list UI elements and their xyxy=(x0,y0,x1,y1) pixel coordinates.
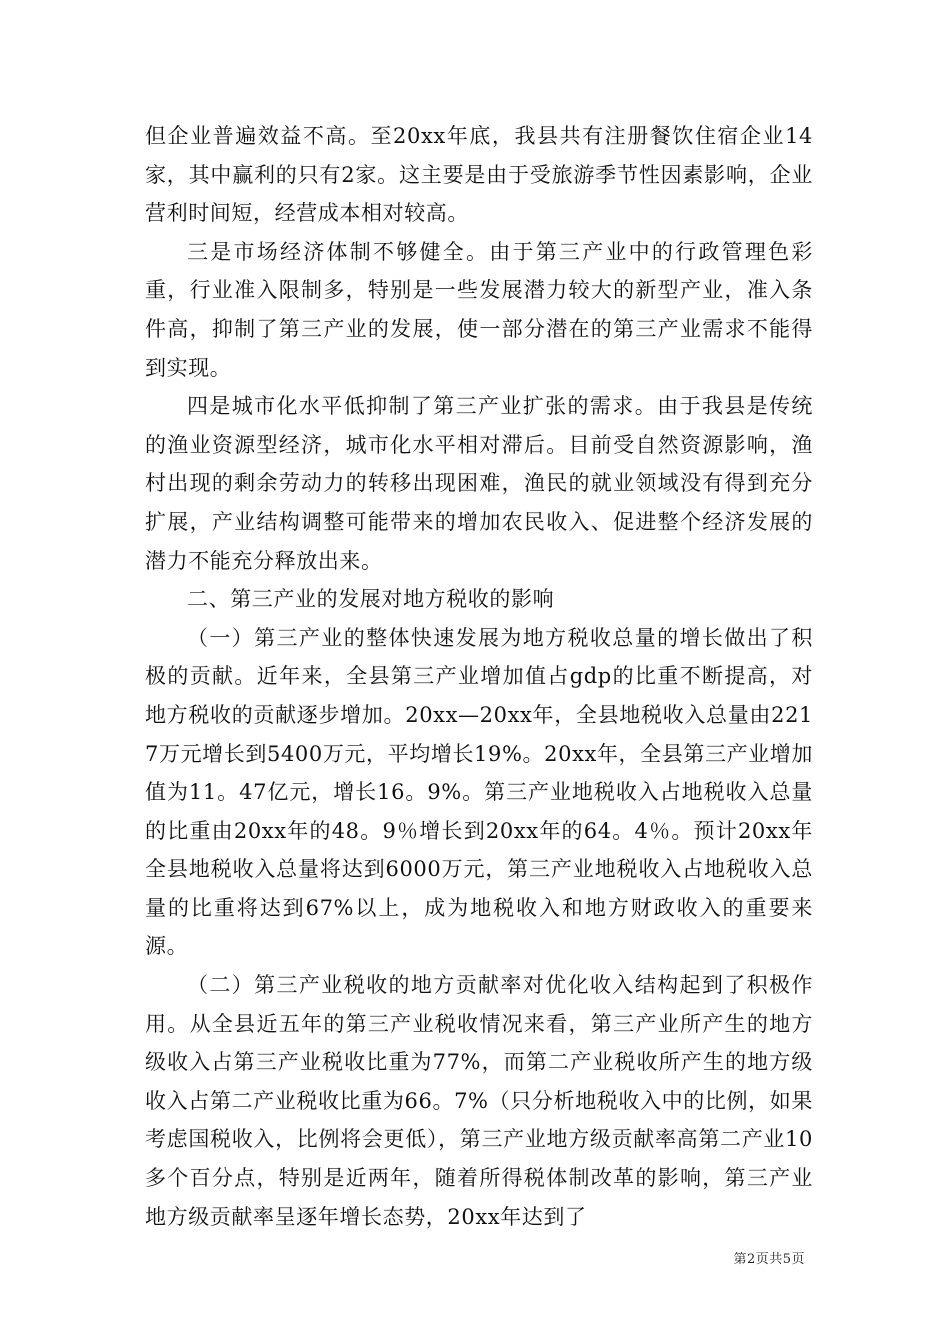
document-body xyxy=(145,117,813,1236)
paragraph-1: 但企业普遍效益不高。至20xx年底，我县共有注册餐饮住宿企业14家，其中赢利的只有2家。这主要是由于受旅游季节性因素影响，企业营利时间短，经营成本相对较高。 xyxy=(145,124,813,226)
paragraph-4: （一）第三产业的整体快速发展为地方税收总量的增长做出了积极的贡献。近年来，全县第三产业增加值占gdp的比重不断提高，对地方税收的贡献逐步增加。20xx—20xx年，全县地税收入总量由2217万元增长到5400万元，平均增长19%。20xx年，全县第三产业增加值为11。47亿元，增长16。9%。第三产业地税收入占地税收入总量的比重由20xx年的48。9％增长到20xx年的64。4％。预计20xx年全县地税收入总量将达到6000万元，第三产业地税收入占地税收入总量的比重将达到67%以上，成为地税收入和地方财政收入的重要来源。 xyxy=(145,625,813,959)
page-number-label: 第2页共5页 xyxy=(733,1252,805,1267)
page-footer xyxy=(733,1248,805,1267)
paragraph-2: 三是市场经济体制不够健全。由于第三产业中的行政管理色彩重，行业准入限制多，特别是一些发展潜力较大的新型产业，准入条件高，抑制了第三产业的发展，使一部分潜在的第三产业需求不能得到实现。 xyxy=(145,239,813,380)
section-heading: 二、第三产业的发展对地方税收的影响 xyxy=(187,587,555,612)
paragraph-5: （二）第三产业税收的地方贡献率对优化收入结构起到了积极作用。从全县近五年的第三产业税收情况来看，第三产业所产生的地方级收入占第三产业税收比重为77%，而第二产业税收所产生的地方级收入占第二产业税收比重为66。7%（只分析地税收入中的比例，如果考虑国税收入，比例将会更低），第三产业地方级贡献率高第二产业10多个百分点，特别是近两年，随着所得税体制改革的影响，第三产业地方级贡献率呈逐年增长态势，20xx年达到了 xyxy=(145,973,813,1229)
paragraph-3: 四是城市化水平低抑制了第三产业扩张的需求。由于我县是传统的渔业资源型经济，城市化水平相对滞后。目前受自然资源影响，渔村出现的剩余劳动力的转移出现困难，渔民的就业领域没有得到充分扩展，产业结构调整可能带来的增加农民收入、促进整个经济发展的潜力不能充分释放出来。 xyxy=(145,394,813,573)
